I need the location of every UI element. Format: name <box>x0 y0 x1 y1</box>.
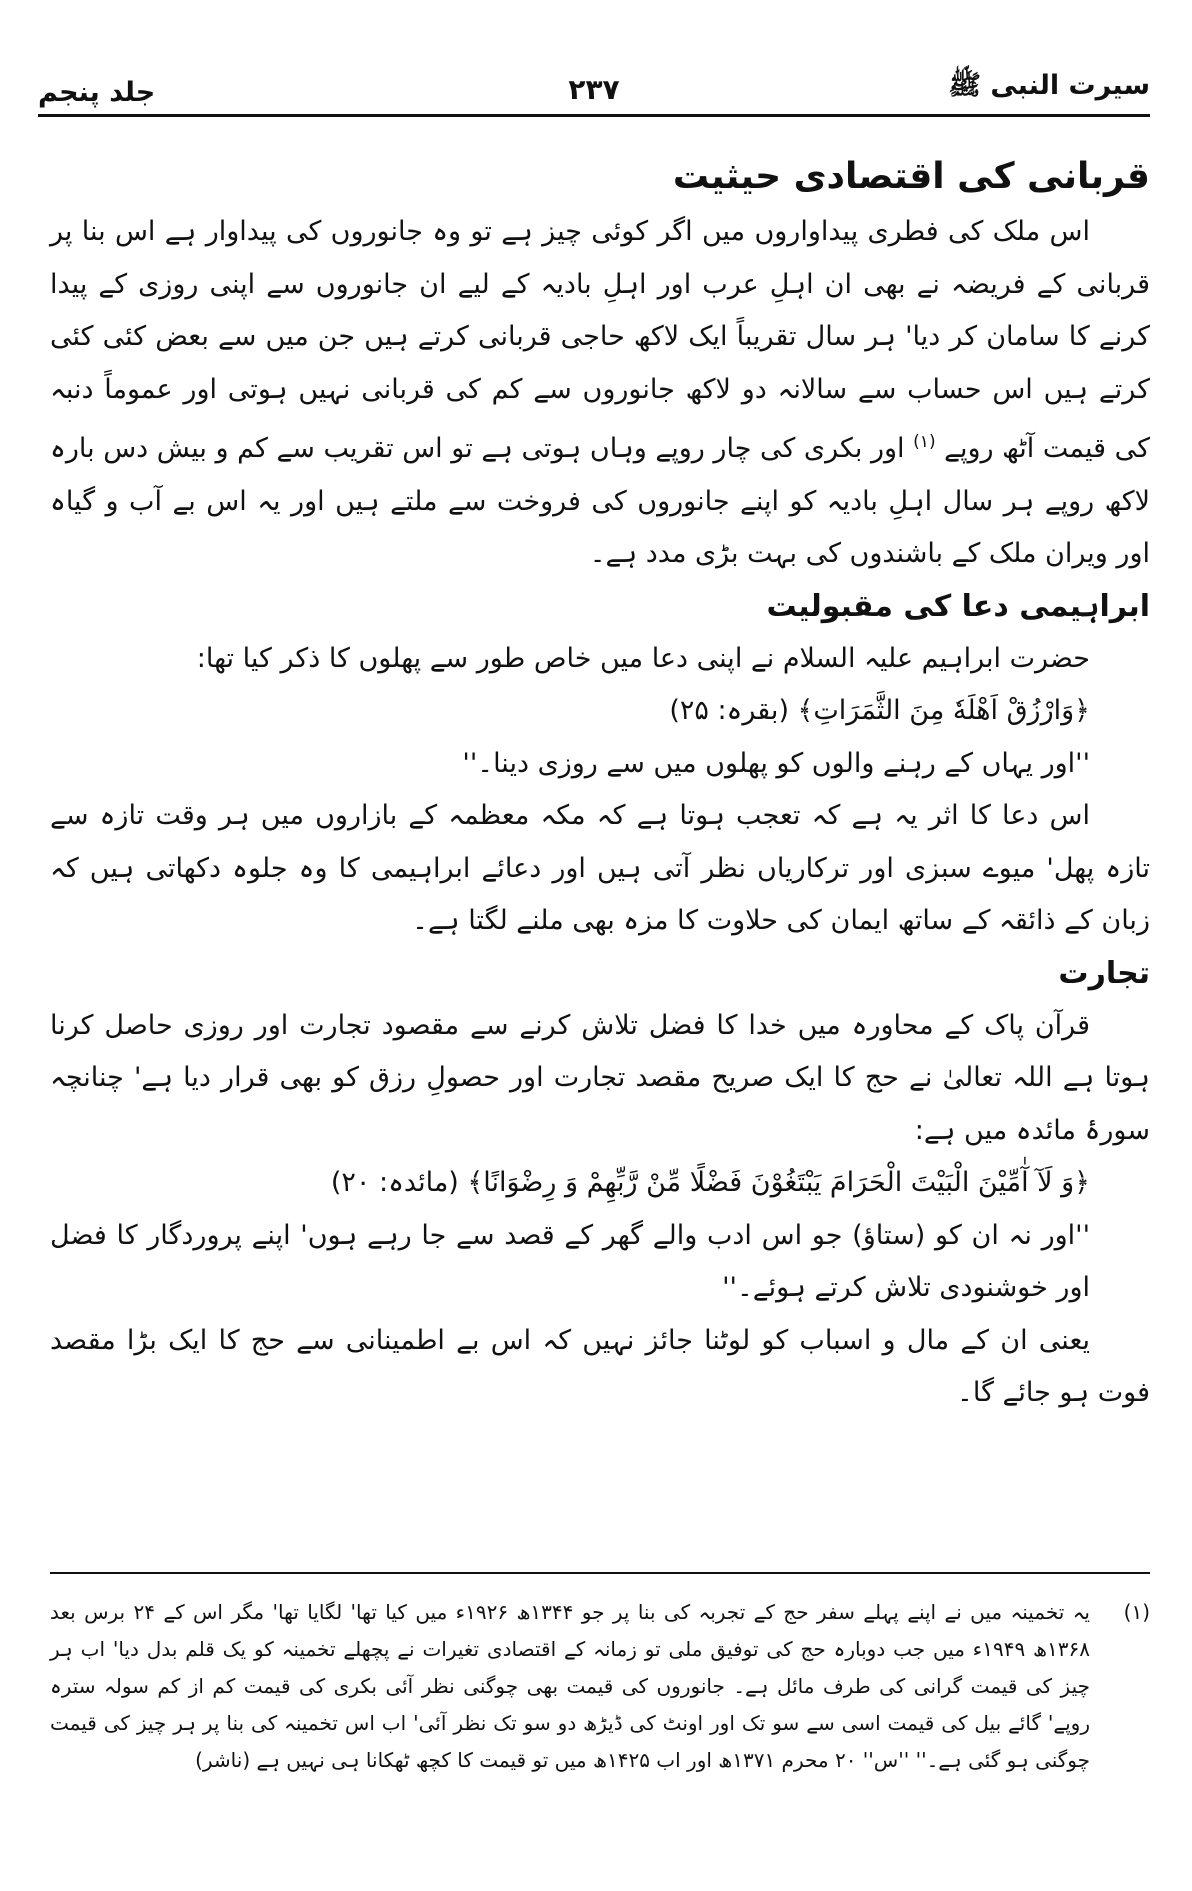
footnote-rule <box>50 1572 1150 1574</box>
quran-verse: ﴿وَارْزُقْ اَهْلَهٗ مِنَ الثَّمَرَاتِ﴾ (بقرہ: ۲۵) <box>669 695 1090 726</box>
page-number: ۲۳۷ <box>568 73 620 106</box>
footnote-reference: (۱) <box>913 432 936 452</box>
paragraph-text: اس ملک کی فطری پیداواروں میں اگر کوئی چیز ہے تو وہ جانوروں کی پیداوار ہے اس بنا پر قربانی کے فریضہ نے بھی ان اہلِ عرب اور اہلِ بادیہ کے لیے ان جانوروں سے اپنی روزی کے پیدا کرنے کا سامان کر دیا' ہر سال تقریباً ایک لاکھ حاجی قربانی کرتے ہیں جن میں سے بعض کئی کئی کرتے ہیں اس حساب سے سالانہ دو لاکھ جانوروں سے کم کی قربانی نہیں ہوتی اور عموماً دنبہ کی قیمت آٹھ روپے <box>50 216 1150 464</box>
section-heading-trade: تجارت <box>1058 955 1150 991</box>
quote-block <box>50 633 1150 791</box>
verse-translation: ''اور نہ ان کو (ستاؤ) جو اس ادب والے گھر کے قصد سے جا رہے ہوں' اپنے پروردگار کا فضل اور خوشنودی تلاش کرتے ہوئے۔'' <box>50 1219 1090 1303</box>
header-rule <box>38 114 1150 117</box>
section-heading-economic: قربانی کی اقتصادی حیثیت <box>672 156 1150 197</box>
paragraph-closing: یعنی ان کے مال و اسباب کو لوٹنا جائز نہیں کہ اس بے اطمینانی سے حج کا ایک بڑا مقصد فوت ہو جائے گا۔ <box>50 1324 1150 1408</box>
footnote <box>50 1594 1150 1779</box>
footnote-text: یہ تخمینہ میں نے اپنے پہلے سفر حج کے تجربہ کی بنا پر جو ۱۳۴۴ھ ۱۹۲۶ء میں کیا تھا' لگایا تھا' مگر اس کے ۲۴ برس بعد ۱۳۶۸ھ ۱۹۴۹ء میں جب دوبارہ حج کی توفیق ملی تو زمانہ کے اقتصادی تغیرات نے پچھلے تخمینہ کو یک قلم بدل دیا' اب ہر چیز کی قیمت گرانی کی طرف مائل ہے۔ جانوروں کی قیمت بھی چوگنی نظر آئی بکری کی قیمت کم از کم سولہ سترہ روپے' گائے بیل کی قیمت اسی سے سو تک اور اونٹ کی ڈیڑھ دو سو تک نظر آئی' اب اس تخمینہ کی بنا پر ہر چیز کی قیمت چوگنی ہو گئی ہے۔'' ''س'' ۲۰ محرم ۱۳۷۱ھ اور اب ۱۴۲۵ھ میں تو قیمت کا کچھ ٹھکانا ہی نہیں ہے (ناشر) <box>50 1600 1090 1772</box>
section-heading-prayer: ابراہیمی دعا کی مقبولیت <box>766 588 1150 624</box>
volume-label: جلد پنجم <box>38 77 156 108</box>
quote-intro: حضرت ابراہیم علیہ السلام نے اپنی دعا میں خاص طور سے پھلوں کا ذکر کیا تھا: <box>196 642 1090 674</box>
verse-translation: ''اور یہاں کے رہنے والوں کو پھلوں میں سے روزی دینا۔'' <box>462 747 1090 779</box>
footnote-number: (۱) <box>1123 1600 1150 1624</box>
running-header <box>38 62 1150 108</box>
paragraph-text: اور بکری کی چار روپے وہاں ہوتی ہے تو اس تقریب سے کم و بیش دس بارہ لاکھ روپے ہر سال اہلِ بادیہ کو اپنے جانوروں کی فروخت سے ملتے ہیں اور یہ اس بے آب و گیاہ اور ویران ملک کے باشندوں کی بہت بڑی مدد ہے۔ <box>50 433 1150 569</box>
quran-verse: ﴿وَ لَآ آٰمِّیْنَ الْبَیْتَ الْحَرَامَ یَبْتَغُوْنَ فَضْلًا مِّنْ رَّبِّهِمْ وَ رِضْوَانًا﴾ (مائدہ: ۲۰) <box>330 1167 1090 1198</box>
paragraph-prayer: اس دعا کا اثر یہ ہے کہ تعجب ہوتا ہے کہ مکہ معظمہ کے بازاروں میں ہر وقت تازہ سے تازہ پھل' میوے سبزی اور ترکاریاں نظر آتی ہیں اور دعائے ابراہیمی کا وہ جلوہ دکھاتی ہیں کہ زبان کے ذائقہ کے ساتھ ایمان کی حلاوت کا مزہ بھی ملنے لگتا ہے۔ <box>50 800 1150 936</box>
quote-block <box>50 1157 1150 1315</box>
paragraph-trade: قرآن پاک کے محاورہ میں خدا کا فضل تلاش کرنے سے مقصود تجارت اور روزی حاصل کرنا ہوتا ہے اللہ تعالیٰ نے حج کا ایک صریح مقصد تجارت اور حصولِ رزق کو بھی قرار دیا ہے' چنانچہ سورۂ مائدہ میں ہے: <box>50 1009 1150 1146</box>
paragraph-economic <box>50 206 1150 581</box>
book-title: سیرت النبی ﷺ <box>948 70 1150 101</box>
main-text <box>50 148 1150 1420</box>
